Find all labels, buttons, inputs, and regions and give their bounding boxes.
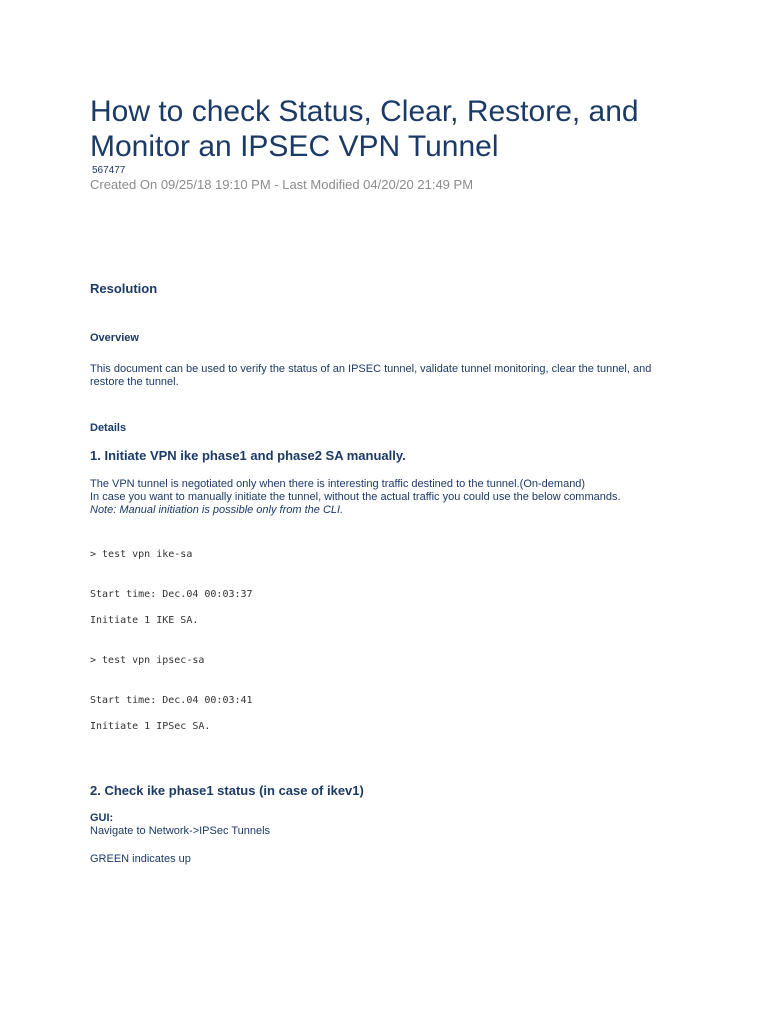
details-heading: Details <box>90 422 127 434</box>
code-line: Initiate 1 IPSec SA. <box>90 721 211 732</box>
article-meta-dates: Created On 09/25/18 19:10 PM - Last Modified 04/20/20 21:49 PM <box>90 177 474 192</box>
step1-description <box>90 478 680 517</box>
step2-gui-block <box>90 812 680 838</box>
document-id: 567477 <box>92 165 126 176</box>
code-line: Start time: Dec.04 00:03:37 <box>90 589 253 600</box>
article-title: How to check Status, Clear, Restore, and Monitor an IPSEC VPN Tunnel <box>90 95 639 163</box>
overview-heading: Overview <box>90 332 139 344</box>
step1-note: Note: Manual initiation is possible only from the CLI. <box>90 504 344 516</box>
gui-label: GUI: <box>90 812 114 824</box>
step2-heading: 2. Check ike phase1 status (in case of ikev1) <box>90 783 364 798</box>
step1-heading: 1. Initiate VPN ike phase1 and phase2 SA manually. <box>90 448 406 463</box>
gui-navigation-text: Navigate to Network->IPSec Tunnels <box>90 825 271 837</box>
code-line: Start time: Dec.04 00:03:41 <box>90 695 253 706</box>
code-line: > test vpn ike-sa <box>90 549 193 560</box>
overview-text: This document can be used to verify the status of an IPSEC tunnel, validate tunnel monitoring, clear the tunnel, and restore the tunnel. <box>90 363 652 388</box>
resolution-heading: Resolution <box>90 281 158 296</box>
code-line: > test vpn ipsec-sa <box>90 655 205 666</box>
green-indicator-text: GREEN indicates up <box>90 853 191 865</box>
code-line: Initiate 1 IKE SA. <box>90 615 199 626</box>
step1-line1: The VPN tunnel is negotiated only when there is interesting traffic destined to the tunnel.(On-demand) <box>90 478 586 490</box>
step1-line2: In case you want to manually initiate the tunnel, without the actual traffic you could use the below commands. <box>90 491 621 503</box>
